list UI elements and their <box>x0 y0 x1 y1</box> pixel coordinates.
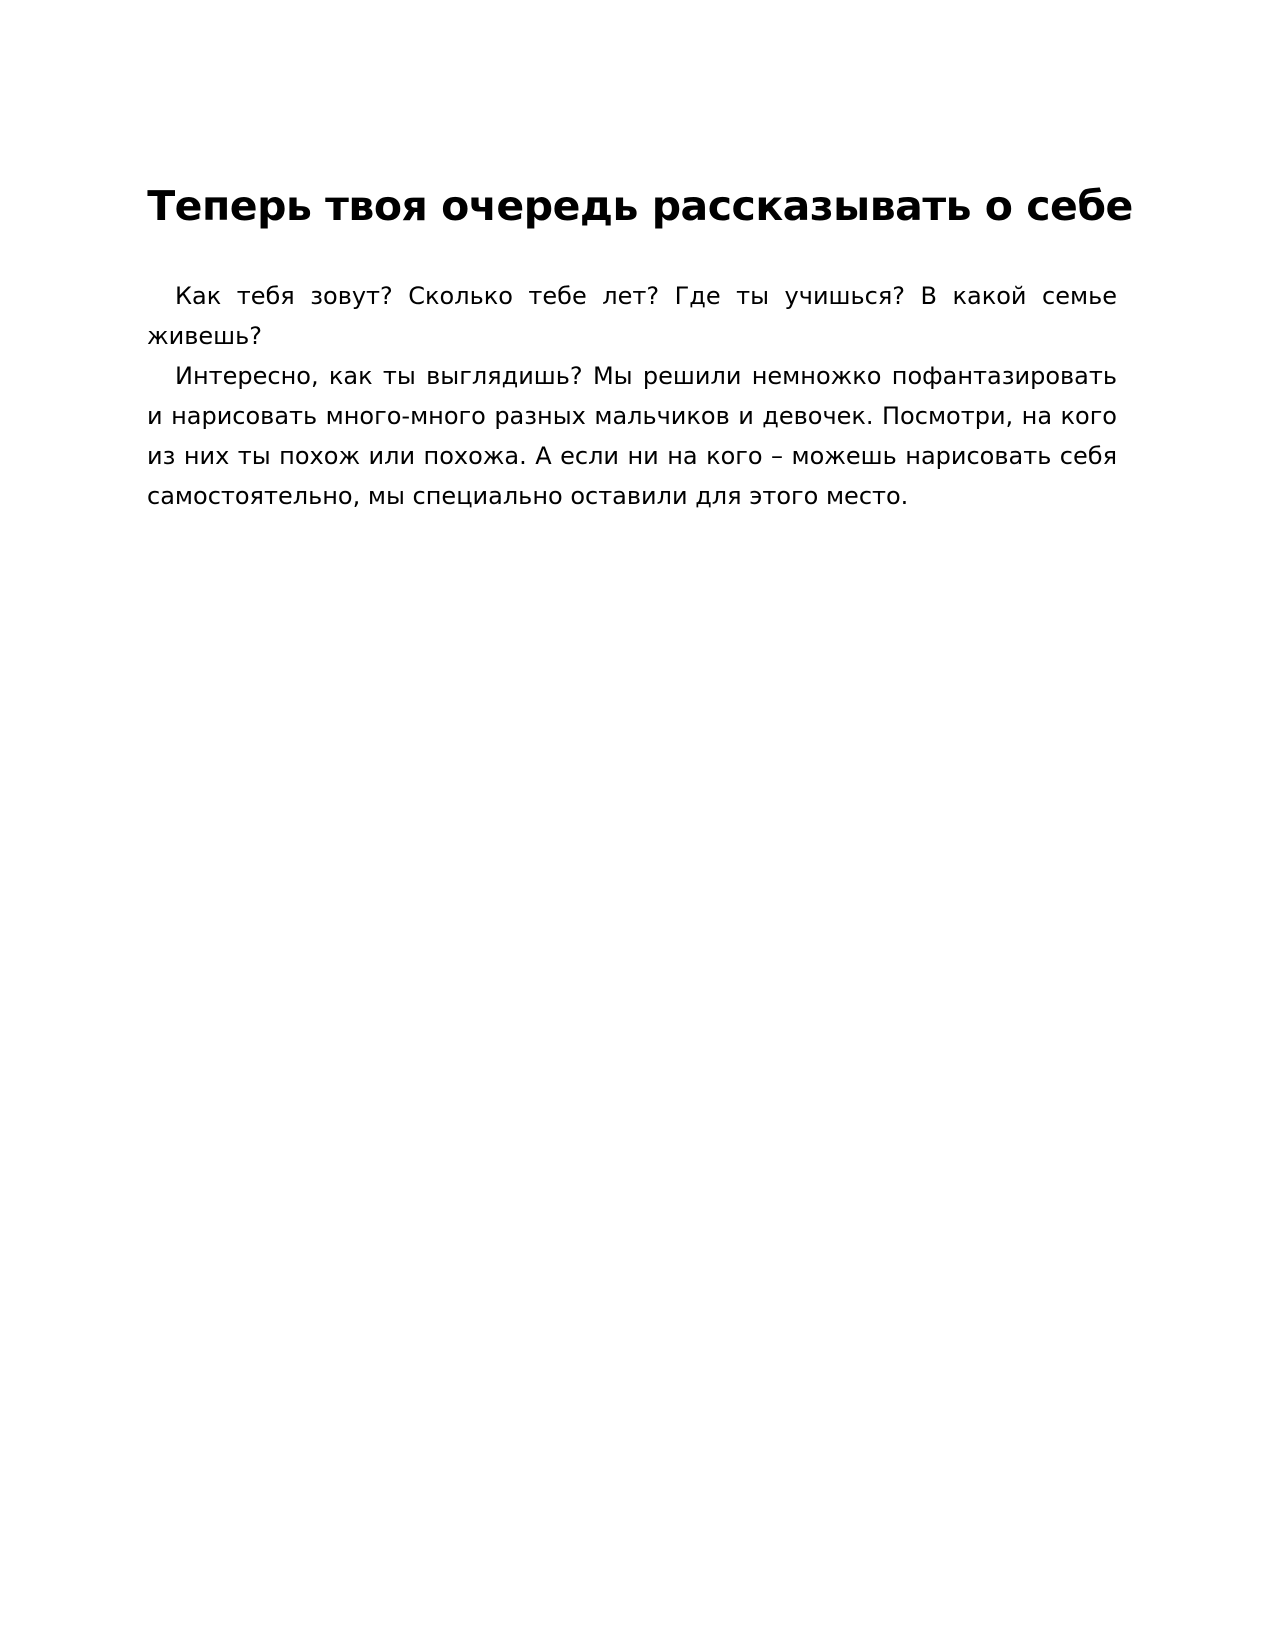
paragraph-drawing-invitation: Интересно, как ты выглядишь? Мы решили немножко пофантазировать и нарисовать много-много разных мальчиков и девочек. Посмотри, на кого из них ты похож или похожа. А если ни на кого – можешь нарисовать себя самостоятельно, мы специально оставили для этого место. <box>147 362 1117 510</box>
page-title: Теперь твоя очередь рассказывать о себе <box>147 182 1133 230</box>
body-text <box>147 276 1117 516</box>
paragraph-questions: Как тебя зовут? Сколько тебе лет? Где ты учишься? В какой семье живешь? <box>147 282 1117 350</box>
